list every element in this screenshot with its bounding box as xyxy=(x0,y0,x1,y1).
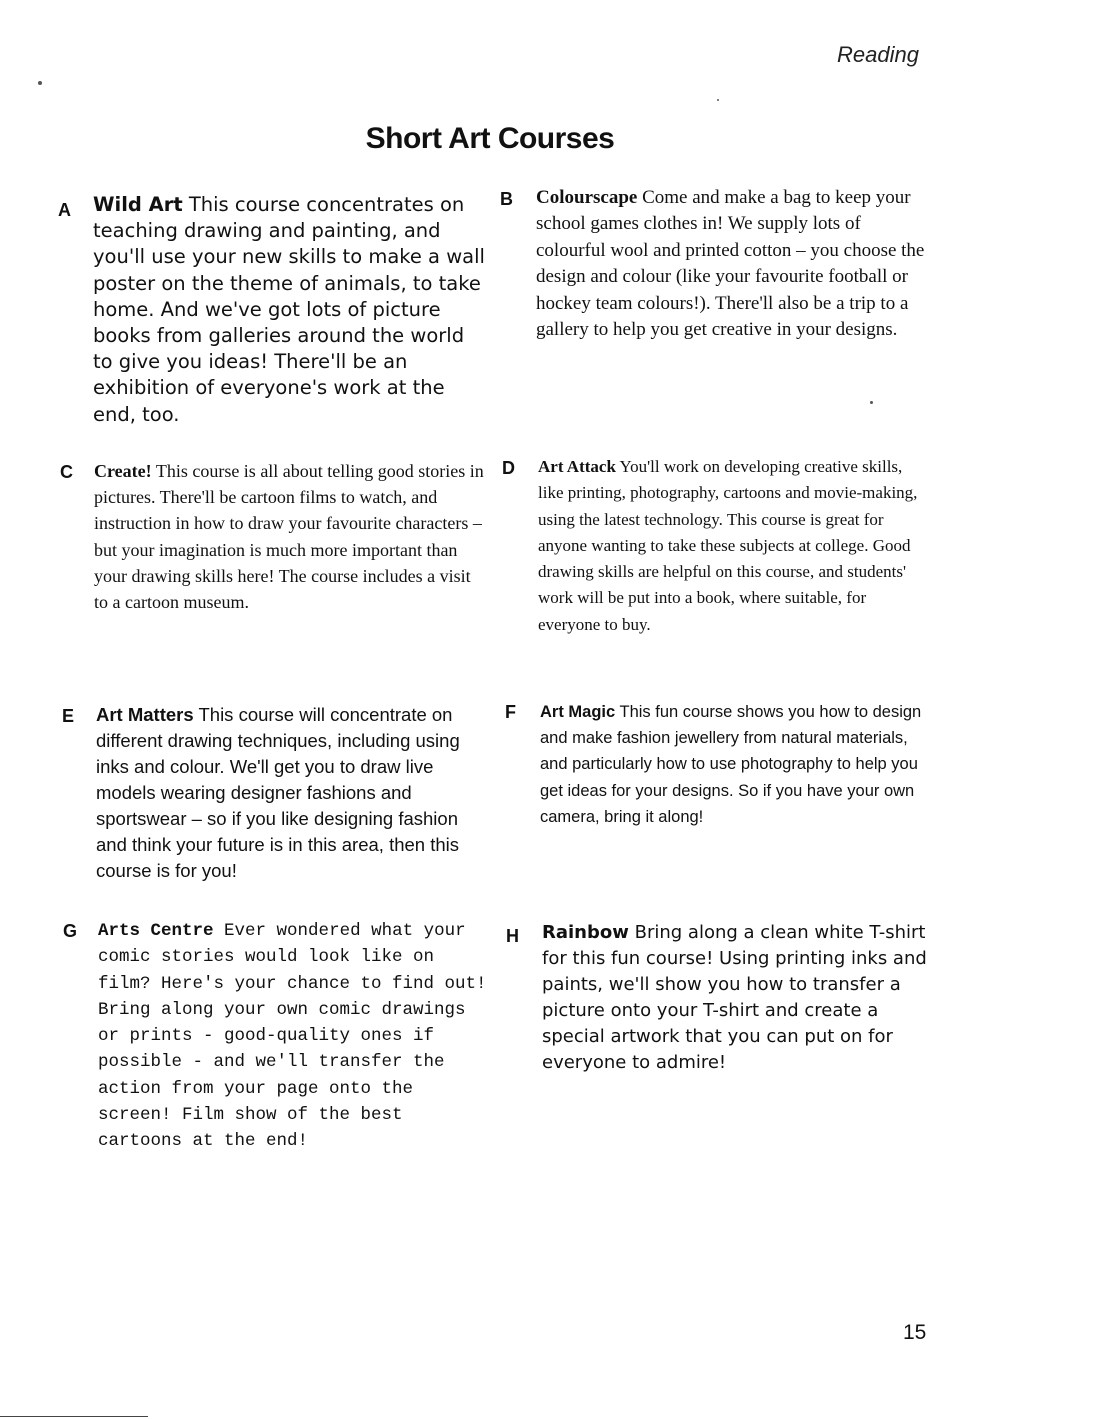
course-name: Create! xyxy=(94,461,152,481)
course-description xyxy=(98,918,488,1155)
course-letter: E xyxy=(62,706,75,726)
course-description xyxy=(93,192,488,428)
course-description xyxy=(536,185,931,343)
course-letter: C xyxy=(60,462,73,482)
course-text: This fun course shows you how to design and make fashion jewellery from natural materials, and particularly how to use photography to help you get ideas for your designs. So if you have your own camera, bring it along! xyxy=(540,703,922,826)
course-letter: G xyxy=(63,921,78,941)
course-text: This course is all about telling good stories in pictures. There'll be cartoon films to watch, and instruction in how to draw your favourite characters – but your imagination is much more important than your drawing skills here! The course includes a visit to a cartoon museum. xyxy=(94,461,484,613)
course-name: Art Magic xyxy=(540,703,616,721)
course-name: Rainbow xyxy=(542,922,629,943)
course-letter: H xyxy=(506,926,519,946)
section-label: Reading xyxy=(837,42,919,67)
course-name: Wild Art xyxy=(93,193,183,216)
course-letter: A xyxy=(58,200,71,220)
course-text: Come and make a bag to keep your school games clothes in! We supply lots of colourful wool and printed cotton – you choose the design and colour (like your favourite football or hockey team colours!). There'll also be a trip to a gallery to help you get creative in your designs. xyxy=(536,187,925,341)
page-number: 15 xyxy=(903,1321,927,1344)
scan-speck xyxy=(717,99,719,101)
course-description xyxy=(94,458,484,615)
course-text: You'll work on developing creative skills, like printing, photography, cartoons and movie-making, using the latest technology. This course is great for anyone wanting to take these subjects at college. Good drawing skills are helpful on this course, and students' work will be put into a book, where suitable, for everyone to buy. xyxy=(538,457,918,634)
course-description xyxy=(540,699,930,830)
course-name: Arts Centre xyxy=(98,921,214,941)
course-text: This course will concentrate on different drawing techniques, including using inks and colour. We'll get you to draw live models wearing designer fashions and sportswear – so if you like designing fashion and think your future is in this area, then this course is for you! xyxy=(96,704,460,881)
course-name: Colourscape xyxy=(536,187,638,208)
course-text: Bring along a clean white T-shirt for this fun course! Using printing inks and paints, we'll show you how to transfer a picture onto your T-shirt and create a special artwork that you can put on for everyone to admire! xyxy=(542,922,927,1073)
course-name: Art Attack xyxy=(538,457,616,476)
course-text: Ever wondered what your comic stories would look like on film? Here's your chance to find out! Bring along your own comic drawings or prints - good-quality ones if possible - and we'll transfer the action from your page onto the screen! Film show of the best cartoons at the end! xyxy=(98,921,487,1152)
course-description xyxy=(542,920,934,1076)
course-letter: B xyxy=(500,189,513,209)
course-description xyxy=(96,702,486,884)
scan-speck xyxy=(38,81,42,85)
course-text: This course concentrates on teaching drawing and painting, and you'll use your new skills to make a wall poster on the theme of animals, to take home. And we've got lots of picture books from galleries around the world to give you ideas! There'll be an exhibition of everyone's work at the end, too. xyxy=(93,193,485,426)
course-letter: D xyxy=(502,458,515,478)
page-title: Short Art Courses xyxy=(365,122,615,155)
footer-rule xyxy=(0,1416,148,1417)
course-name: Art Matters xyxy=(96,704,194,725)
scan-speck xyxy=(870,401,873,404)
course-description xyxy=(538,454,928,638)
course-letter: F xyxy=(505,702,516,722)
